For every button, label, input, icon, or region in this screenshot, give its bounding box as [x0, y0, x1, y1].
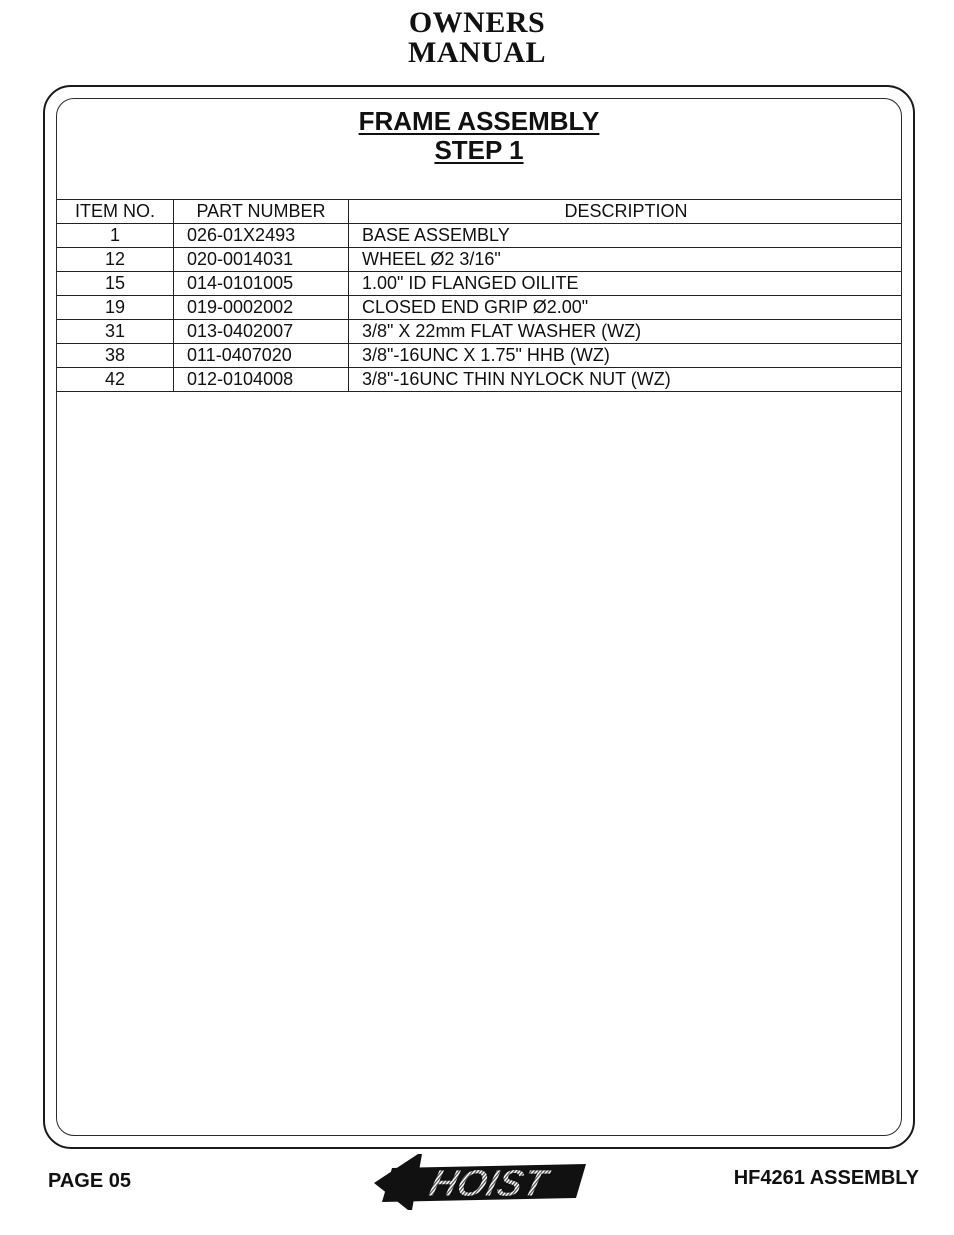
part-number: 026-01X2493	[174, 224, 349, 248]
item-no: 42	[57, 368, 174, 392]
manual-title-line1: OWNERS	[408, 6, 546, 39]
description: CLOSED END GRIP Ø2.00"	[349, 296, 903, 320]
item-no: 38	[57, 344, 174, 368]
table-row	[57, 248, 902, 272]
table-header-row	[57, 200, 902, 224]
step-label: STEP 1	[434, 135, 524, 165]
part-number: 014-0101005	[174, 272, 349, 296]
part-number: 011-0407020	[174, 344, 349, 368]
model-label: HF4261 ASSEMBLY	[733, 1167, 919, 1189]
item-no: 12	[57, 248, 174, 272]
parts-table	[57, 199, 902, 392]
description: 1.00" ID FLANGED OILITE	[349, 272, 903, 296]
description: 3/8" X 22mm FLAT WASHER (WZ)	[349, 320, 903, 344]
hoist-logo	[370, 1152, 590, 1214]
description: 3/8"-16UNC THIN NYLOCK NUT (WZ)	[349, 368, 903, 392]
manual-title	[0, 8, 954, 68]
table-row	[57, 368, 902, 392]
col-part-number: PART NUMBER	[174, 200, 349, 224]
description: WHEEL Ø2 3/16"	[349, 248, 903, 272]
item-no: 15	[57, 272, 174, 296]
col-item-no: ITEM NO.	[57, 200, 174, 224]
col-description: DESCRIPTION	[349, 200, 903, 224]
table-row	[57, 272, 902, 296]
part-number: 019-0002002	[174, 296, 349, 320]
manual-title-line2: MANUAL	[408, 36, 546, 69]
table-row	[57, 224, 902, 248]
logo-wordmark: HOIST	[424, 1162, 552, 1205]
item-no: 1	[57, 224, 174, 248]
description: 3/8"-16UNC X 1.75" HHB (WZ)	[349, 344, 903, 368]
item-no: 31	[57, 320, 174, 344]
table-row	[57, 320, 902, 344]
part-number: 012-0104008	[174, 368, 349, 392]
section-title-text: FRAME ASSEMBLY	[358, 106, 600, 136]
page-number: PAGE 05	[48, 1170, 131, 1192]
part-number: 020-0014031	[174, 248, 349, 272]
table-row	[57, 344, 902, 368]
content-frame	[56, 98, 902, 1136]
item-no: 19	[57, 296, 174, 320]
table-row	[57, 296, 902, 320]
section-title	[57, 107, 901, 165]
part-number: 013-0402007	[174, 320, 349, 344]
description: BASE ASSEMBLY	[349, 224, 903, 248]
